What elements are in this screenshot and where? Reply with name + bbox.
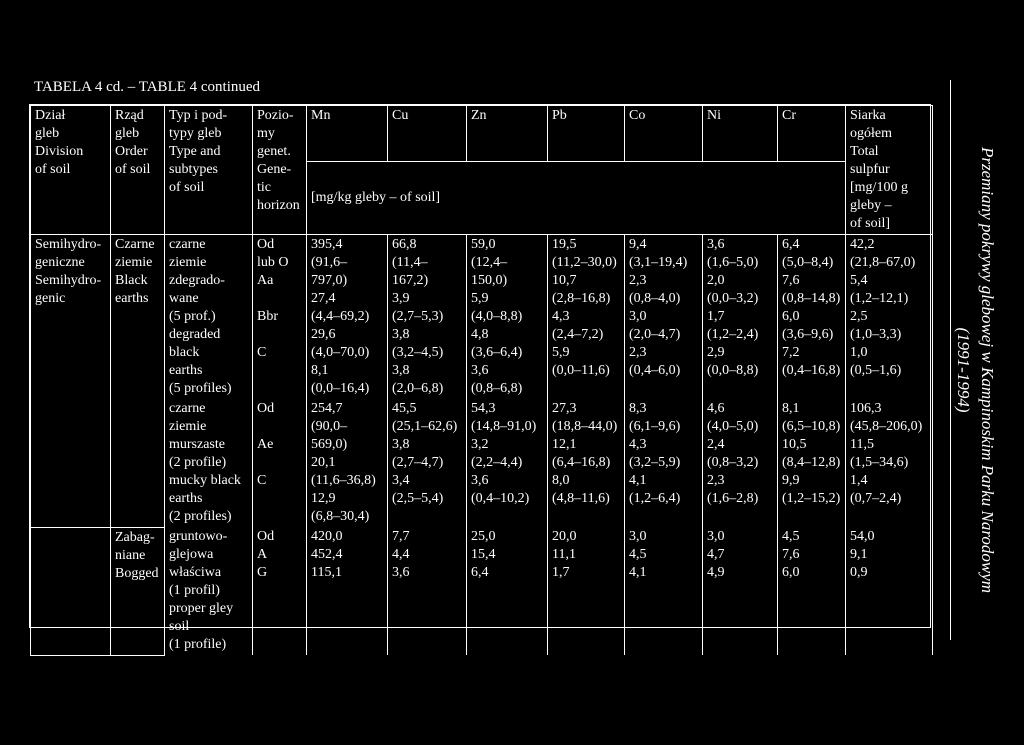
cell-horizon: Od Ae C xyxy=(253,399,307,527)
header-row-1 xyxy=(31,106,933,162)
cell-cr: 4,5 7,6 6,0 xyxy=(778,527,846,655)
cell-horizon: Od A G xyxy=(253,527,307,655)
cell-cu: 45,5 (25,1–62,6) 3,8 (2,7–4,7) 3,4 (2,5–5,4) xyxy=(388,399,467,527)
cell-co: 8,3 (6,1–9,6) 4,3 (3,2–5,9) 4,1 (1,2–6,4) xyxy=(625,399,703,527)
header-dzial: Dział gleb Division of soil xyxy=(31,106,111,235)
data-table xyxy=(30,105,933,656)
header-pb: Pb xyxy=(548,106,625,162)
heavy-metals-table xyxy=(29,104,931,652)
header-mn: Mn xyxy=(307,106,388,162)
header-units: [mg/kg gleby – of soil] xyxy=(307,162,846,235)
cell-typ: czarne ziemie zdegrado- wane (5 prof.) degraded black earths (5 profiles) xyxy=(165,235,253,400)
cell-pb: 19,5 (11,2–30,0) 10,7 (2,8–16,8) 4,3 (2,4–7,2) 5,9 (0,0–11,6) xyxy=(548,235,625,400)
cell-zn: 59,0 (12,4–150,0) 5,9 (4,0–8,8) 4,8 (3,6–6,4) 3,6 (0,8–6,8) xyxy=(467,235,548,400)
header-poziomy: Pozio- my genet. Gene- tic horizon xyxy=(253,106,307,235)
cell-rzad: Zabag- niane Bogged xyxy=(111,527,165,655)
cell-siarka: 54,0 9,1 0,9 xyxy=(846,527,933,655)
cell-ni: 3,6 (1,6–5,0) 2,0 (0,0–3,2) 1,7 (1,2–2,4) 2,9 (0,0–8,8) xyxy=(703,235,778,400)
side-title: Przemiany pokrywy glebowej w Kampinoskim Parku Narodowym xyxy=(978,146,997,594)
cell-dzial: Semihydro- geniczne Semihydro- genic xyxy=(31,235,111,528)
side-running-title xyxy=(954,130,997,610)
header-typ: Typ i pod- typy gleb Type and subtypes of soil xyxy=(165,106,253,235)
cell-ni: 3,0 4,7 4,9 xyxy=(703,527,778,655)
cell-siarka: 42,2 (21,8–67,0) 5,4 (1,2–12,1) 2,5 (1,0–3,3) 1,0 (0,5–1,6) xyxy=(846,235,933,400)
cell-ni: 4,6 (4,0–5,0) 2,4 (0,8–3,2) 2,3 (1,6–2,8) xyxy=(703,399,778,527)
table-row xyxy=(31,527,933,655)
table-row xyxy=(31,235,933,400)
cell-horizon: Od lub O Aa Bbr C xyxy=(253,235,307,400)
cell-typ: czarne ziemie murszaste (2 profile) mucky black earths (2 profiles) xyxy=(165,399,253,527)
side-years: (1991-1994) xyxy=(954,327,973,413)
cell-zn: 25,0 15,4 6,4 xyxy=(467,527,548,655)
header-siarka: Siarka ogółem Total sulpfur [mg/100 g gleby – of soil] xyxy=(846,106,933,235)
cell-mn: 395,4 (91,6–797,0) 27,4 (4,4–69,2) 29,6 (4,0–70,0) 8,1 (0,0–16,4) xyxy=(307,235,388,400)
cell-siarka: 106,3 (45,8–206,0) 11,5 (1,5–34,6) 1,4 (0,7–2,4) xyxy=(846,399,933,527)
cell-typ: gruntowo- glejowa właściwa (1 profil) proper gley soil (1 profile) xyxy=(165,527,253,655)
header-co: Co xyxy=(625,106,703,162)
header-zn: Zn xyxy=(467,106,548,162)
cell-dzial xyxy=(31,527,111,655)
header-cu: Cu xyxy=(388,106,467,162)
cell-mn: 254,7 (90,0–569,0) 20,1 (11,6–36,8) 12,9 (6,8–30,4) xyxy=(307,399,388,527)
cell-co: 3,0 4,5 4,1 xyxy=(625,527,703,655)
cell-zn: 54,3 (14,8–91,0) 3,2 (2,2–4,4) 3,6 (0,4–10,2) xyxy=(467,399,548,527)
header-rzad: Rząd gleb Order of soil xyxy=(111,106,165,235)
header-cr: Cr xyxy=(778,106,846,162)
cell-rzad: Czarne ziemie Black earths xyxy=(111,235,165,528)
cell-pb: 27,3 (18,8–44,0) 12,1 (6,4–16,8) 8,0 (4,8–11,6) xyxy=(548,399,625,527)
cell-cr: 6,4 (5,0–8,4) 7,6 (0,8–14,8) 6,0 (3,6–9,6) 7,2 (0,4–16,8) xyxy=(778,235,846,400)
cell-cr: 8,1 (6,5–10,8) 10,5 (8,4–12,8) 9,9 (1,2–15,2) xyxy=(778,399,846,527)
cell-cu: 7,7 4,4 3,6 xyxy=(388,527,467,655)
table-caption: TABELA 4 cd. – TABLE 4 continued xyxy=(34,79,261,95)
cell-cu: 66,8 (11,4–167,2) 3,9 (2,7–5,3) 3,8 (3,2–4,5) 3,8 (2,0–6,8) xyxy=(388,235,467,400)
cell-pb: 20,0 11,1 1,7 xyxy=(548,527,625,655)
cell-mn: 420,0 452,4 115,1 xyxy=(307,527,388,655)
table-row xyxy=(31,399,933,527)
cell-co: 9,4 (3,1–19,4) 2,3 (0,8–4,0) 3,0 (2,0–4,7) 2,3 (0,4–6,0) xyxy=(625,235,703,400)
header-ni: Ni xyxy=(703,106,778,162)
